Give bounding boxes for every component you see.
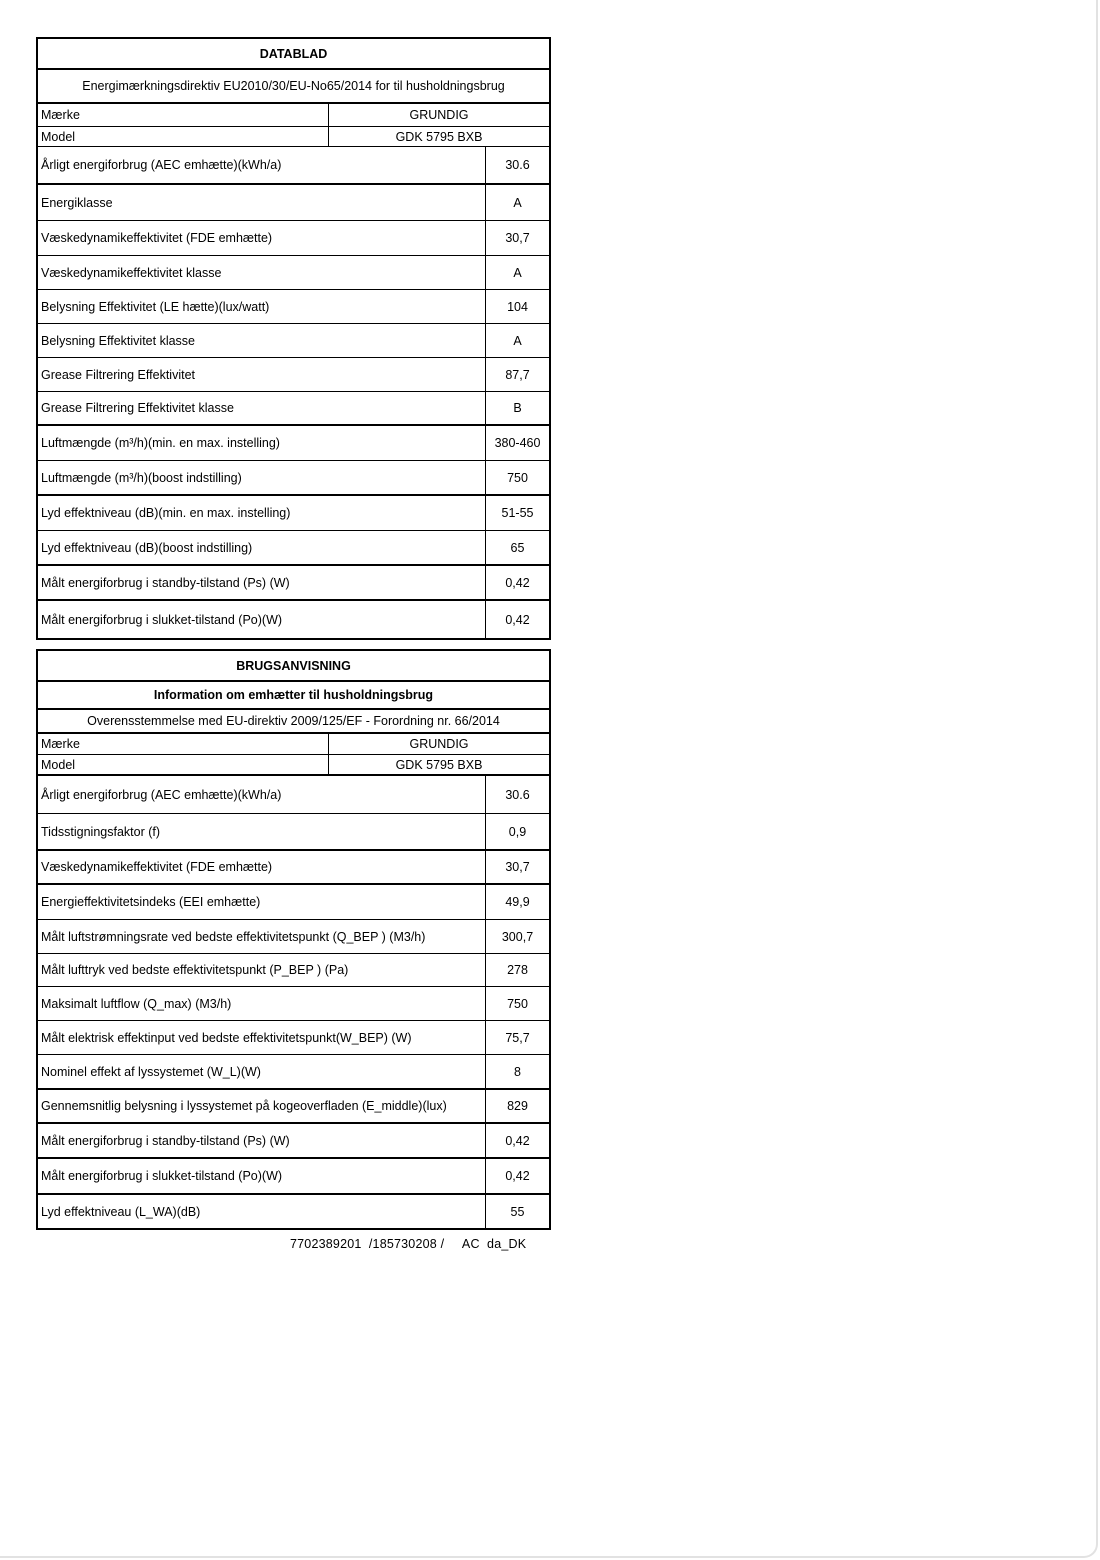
datablad-model-row [38,127,549,147]
data-row [38,1021,549,1055]
row-label: Energiklasse [41,195,113,210]
document-reference: 7702389201 /185730208 / AC da_DK [290,1237,527,1251]
row-value: 0,42 [485,566,549,599]
row-label: Lyd effektniveau (L_WA)(dB) [41,1204,201,1219]
row-label: Lyd effektniveau (dB)(min. en max. instelling) [41,506,291,520]
row-label: Belysning Effektivitet klasse [41,333,196,348]
row-value: A [485,185,549,220]
row-value: 0,9 [485,814,549,849]
data-row [38,1195,549,1228]
brugsanvisning-table [36,649,551,1230]
row-label: Målt luftstrømningsrate ved bedste effektivitetspunkt (Q_BEP ) (M3/h) [41,929,426,944]
data-row [38,531,549,566]
datablad-brand-row [38,104,549,127]
conformity-text: Overensstemmelse med EU-direktiv 2009/125/EF - Forordning nr. 66/2014 [87,714,500,728]
datablad-subtitle: Energimærkningsdirektiv EU2010/30/EU-No65/2014 for til husholdningsbrug [82,79,505,93]
data-row [38,814,549,851]
brand-value: GRUNDIG [328,734,549,754]
data-row [38,256,549,290]
brand-label: Mærke [41,108,80,122]
data-row [38,185,549,221]
row-value: 30,7 [485,221,549,255]
data-row [38,601,549,638]
row-label: Målt energiforbrug i standby-tilstand (Ps) (W) [41,1133,290,1148]
data-row [38,1055,549,1090]
model-value: GDK 5795 BXB [328,755,549,774]
row-label: Lyd effektniveau (dB)(boost indstilling) [41,540,253,555]
row-value: 65 [485,531,549,564]
row-label: Målt lufttryk ved bedste effektivitetspunkt (P_BEP ) (Pa) [41,963,349,977]
row-label: Væskedynamikeffektivitet (FDE emhætte) [41,860,273,874]
brand-label: Mærke [41,737,80,751]
data-row [38,147,549,185]
row-value: 51-55 [485,496,549,530]
brugsanvisning-title-row [38,651,549,682]
row-label: Væskedynamikeffektivitet (FDE emhætte) [41,231,273,245]
brugsanvisning-model-row [38,755,549,776]
row-label: Grease Filtrering Effektivitet klasse [41,401,234,415]
model-label: Model [41,757,76,772]
model-value: GDK 5795 BXB [328,127,549,146]
data-row [38,920,549,954]
data-row [38,496,549,531]
row-label: Nominel effekt af lyssystemet (W_L)(W) [41,1064,261,1079]
row-value: B [485,392,549,424]
data-row [38,392,549,426]
data-row [38,324,549,358]
row-value: 30.6 [485,147,549,183]
data-row [38,851,549,885]
brand-value: GRUNDIG [328,104,549,126]
model-label: Model [41,129,76,144]
row-value: 30.6 [485,776,549,813]
row-value: 104 [485,290,549,323]
datablad-title-row [38,39,549,70]
row-value: 829 [485,1090,549,1122]
datablad-title: DATABLAD [259,46,328,61]
row-label: Maksimalt luftflow (Q_max) (M3/h) [41,996,232,1011]
datablad-subtitle-row [38,70,549,104]
row-value: 55 [485,1195,549,1228]
data-row [38,885,549,920]
row-value: 49,9 [485,885,549,919]
row-label: Årligt energiforbrug (AEC emhætte)(kWh/a) [41,158,282,172]
row-label: Energieffektivitetsindeks (EEI emhætte) [41,895,261,909]
row-value: A [485,324,549,357]
brugsanvisning-title: BRUGSANVISNING [236,658,351,673]
data-row [38,776,549,814]
data-row [38,1090,549,1124]
data-row [38,221,549,256]
data-row [38,1159,549,1195]
brugsanvisning-subtitle: Information om emhætter til husholdningsbrug [153,688,434,702]
row-value: 300,7 [485,920,549,953]
row-label: Målt energiforbrug i slukket-tilstand (Po)(W) [41,612,283,627]
row-label: Tidsstigningsfaktor (f) [41,824,161,839]
datablad-table [36,37,551,640]
row-label: Grease Filtrering Effektivitet [41,367,195,382]
row-value: 278 [485,954,549,986]
row-label: Væskedynamikeffektivitet klasse [41,265,222,280]
data-row [38,290,549,324]
brugsanvisning-subtitle-row [38,682,549,710]
data-row [38,987,549,1021]
brugsanvisning-brand-row [38,734,549,755]
row-value: 87,7 [485,358,549,391]
row-value: 750 [485,987,549,1020]
row-value: 75,7 [485,1021,549,1054]
row-value: 750 [485,461,549,494]
conformity-row [38,710,549,734]
row-label: Målt elektrisk effektinput ved bedste effektivitetspunkt(W_BEP) (W) [41,1030,412,1045]
row-label: Belysning Effektivitet (LE hætte)(lux/watt) [41,299,270,314]
row-value: 380-460 [485,426,549,460]
row-value: 0,42 [485,1159,549,1193]
data-row [38,358,549,392]
row-value: 30,7 [485,851,549,883]
data-row [38,954,549,987]
row-label: Gennemsnitlig belysning i lyssystemet på kogeoverfladen (E_middle)(lux) [41,1099,447,1113]
data-row [38,426,549,461]
row-value: 0,42 [485,601,549,638]
row-value: 0,42 [485,1124,549,1157]
row-label: Årligt energiforbrug (AEC emhætte)(kWh/a) [41,787,282,802]
data-row [38,1124,549,1159]
row-label: Luftmængde (m³/h)(boost indstilling) [41,470,242,485]
data-row [38,461,549,496]
data-row [38,566,549,601]
row-label: Målt energiforbrug i slukket-tilstand (Po)(W) [41,1169,283,1183]
row-label: Luftmængde (m³/h)(min. en max. instelling) [41,436,280,450]
row-value: A [485,256,549,289]
row-label: Målt energiforbrug i standby-tilstand (Ps) (W) [41,575,290,590]
row-value: 8 [485,1055,549,1088]
